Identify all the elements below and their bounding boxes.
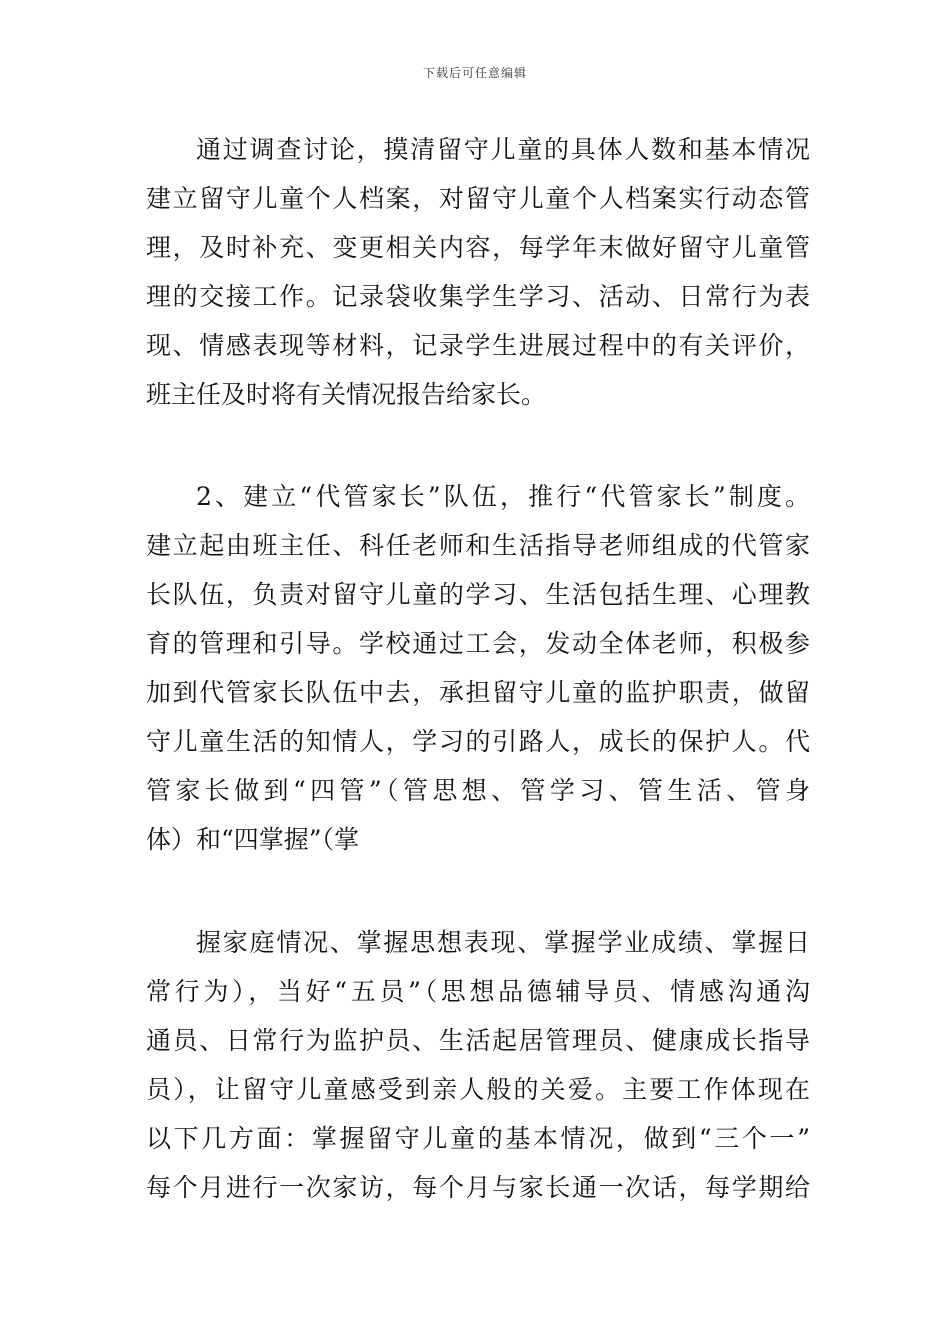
paragraph-line: 理的交接工作。记录袋收集学生学习、活动、日常行为表 [146, 282, 810, 311]
paragraph-line: 管家长做到“四管”（管思想、管学习、管生活、管身 [146, 776, 810, 805]
paragraph-line: 建立留守儿童个人档案，对留守儿童个人档案实行动态管 [146, 184, 810, 213]
paragraph-line: 常行为），当好“五员”（思想品德辅导员、情感沟通沟 [146, 977, 810, 1006]
paragraph-line: 理，及时补充、变更相关内容，每学年末做好留守儿童管 [146, 233, 810, 262]
page-header: 下载后可任意编辑 [422, 66, 527, 80]
paragraph-line: 育的管理和引导。学校通过工会，发动全体老师，积极参 [146, 629, 810, 658]
paragraph-line: 加到代管家长队伍中去，承担留守儿童的监护职责，做留 [146, 678, 810, 707]
paragraph-line: 长队伍，负责对留守儿童的学习、生活包括生理、心理教 [146, 580, 810, 609]
paragraph-1 [146, 125, 810, 419]
paragraph-line: 员），让留守儿童感受到亲人般的关爱。主要工作体现在 [146, 1075, 810, 1104]
paragraph-line: 现、情感表现等材料，记录学生进展过程中的有关评价， [146, 331, 810, 360]
paragraph-3 [146, 918, 810, 1212]
paragraph-line: 通过调查讨论，摸清留守儿童的具体人数和基本情况 [196, 135, 810, 164]
paragraph-line: 通员、日常行为监护员、生活起居管理员、健康成长指导 [146, 1026, 810, 1055]
paragraph-line: 以下几方面：掌握留守儿童的基本情况，做到“三个一” [146, 1124, 810, 1153]
paragraph-2 [146, 472, 810, 864]
paragraph-line: 守儿童生活的知情人，学习的引路人，成长的保护人。代 [146, 727, 810, 756]
paragraph-line: 体）和“四掌握”（掌 [146, 825, 360, 854]
paragraph-line: 每个月进行一次家访，每个月与家长通一次话，每学期给 [146, 1173, 810, 1202]
paragraph-line: 班主任及时将有关情况报告给家长。 [146, 380, 547, 409]
paragraph-line: 2、建立“代管家长”队伍，推行“代管家长”制度。 [196, 482, 810, 511]
paragraph-line: 建立起由班主任、科任老师和生活指导老师组成的代管家 [146, 531, 810, 560]
paragraph-line: 握家庭情况、掌握思想表现、掌握学业成绩、掌握日 [196, 928, 810, 957]
